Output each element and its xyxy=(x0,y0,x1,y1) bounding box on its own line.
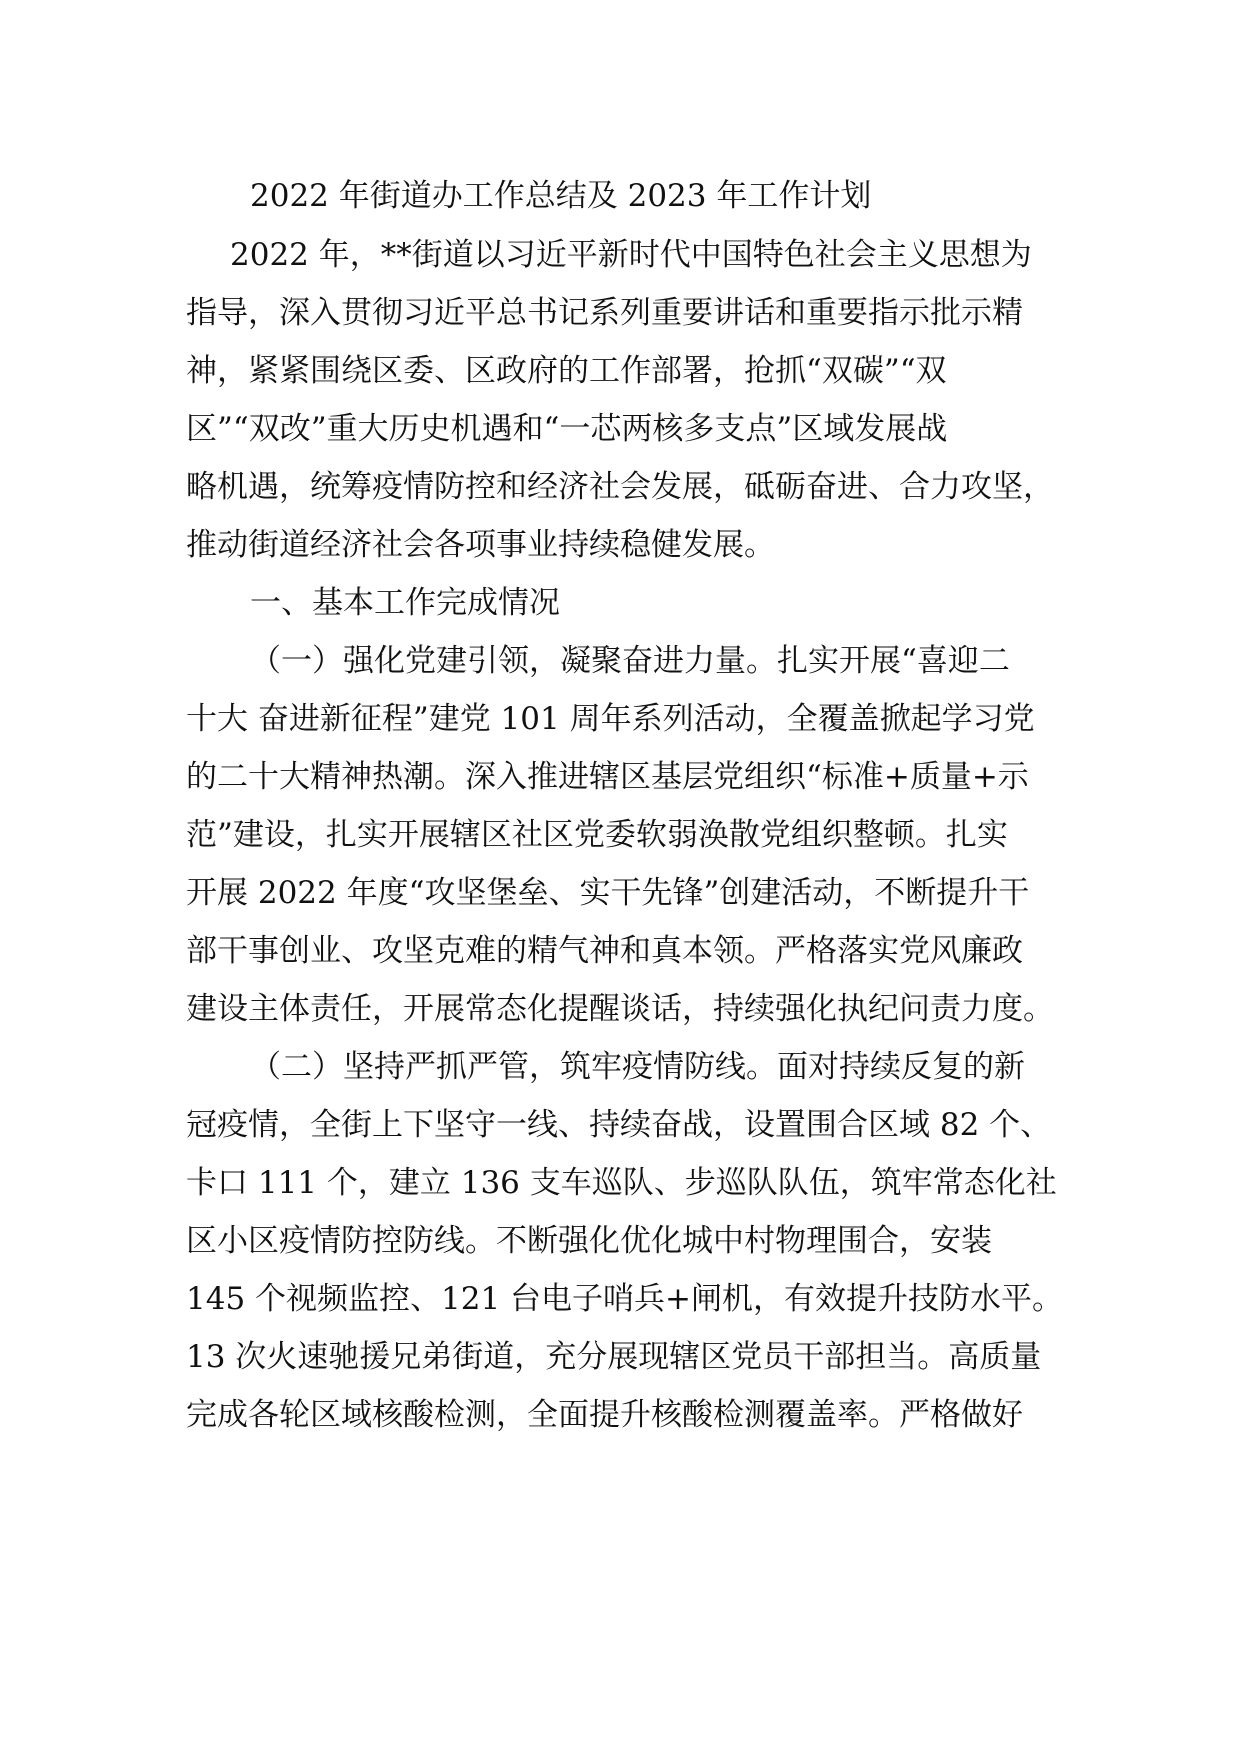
paragraph-line: 推动街道经济社会各项事业持续稳健发展。 xyxy=(186,527,775,563)
document-title: 2022 年街道办工作总结及 2023 年工作计划 xyxy=(250,178,872,214)
paragraph-line: 145 个视频监控、121 台电子哨兵+闸机，有效提升技防水平。 xyxy=(186,1281,1064,1317)
paragraph-line: 十大 奋进新征程”建党 101 周年系列活动，全覆盖掀起学习党 xyxy=(186,701,1035,737)
paragraph-line: 2022 年，**街道以习近平新时代中国特色社会主义思想为 xyxy=(230,237,1032,273)
paragraph-line: （一）强化党建引领，凝聚奋进力量。扎实开展“喜迎二 xyxy=(250,643,1010,679)
paragraph-line: （二）坚持严抓严管，筑牢疫情防线。面对持续反复的新 xyxy=(250,1049,1025,1085)
paragraph-line: 指导，深入贯彻习近平总书记系列重要讲话和重要指示批示精 xyxy=(186,295,1023,331)
paragraph-line: 神，紧紧围绕区委、区政府的工作部署，抢抓“双碳”“双 xyxy=(186,353,947,389)
paragraph-line: 略机遇，统筹疫情防控和经济社会发展，砥砺奋进、合力攻坚， xyxy=(186,469,1054,505)
paragraph-line: 完成各轮区域核酸检测，全面提升核酸检测覆盖率。严格做好 xyxy=(186,1397,1023,1433)
paragraph-line: 冠疫情，全街上下坚守一线、持续奋战，设置围合区域 82 个、 xyxy=(186,1107,1052,1143)
paragraph-line: 部干事创业、攻坚克难的精气神和真本领。严格落实党风廉政 xyxy=(186,933,1023,969)
paragraph-line: 范”建设，扎实开展辖区社区党委软弱涣散党组织整顿。扎实 xyxy=(186,817,1008,853)
paragraph-line: 区小区疫情防控防线。不断强化优化城中村物理围合，安装 xyxy=(186,1223,992,1259)
paragraph-line: 区”“双改”重大历史机遇和“一芯两核多支点”区域发展战 xyxy=(186,411,948,447)
paragraph-line: 13 次火速驰援兄弟街道，充分展现辖区党员干部担当。高质量 xyxy=(186,1339,1042,1375)
paragraph-line: 卡口 111 个，建立 136 支车巡队、步巡队队伍，筑牢常态化社 xyxy=(186,1165,1057,1201)
paragraph-line: 的二十大精神热潮。深入推进辖区基层党组织“标准+质量+示 xyxy=(186,759,1029,795)
paragraph-line: 开展 2022 年度“攻坚堡垒、实干先锋”创建活动，不断提升干 xyxy=(186,875,1030,911)
section-heading: 一、基本工作完成情况 xyxy=(250,585,560,621)
paragraph-line: 建设主体责任，开展常态化提醒谈话，持续强化执纪问责力度。 xyxy=(186,991,1054,1027)
